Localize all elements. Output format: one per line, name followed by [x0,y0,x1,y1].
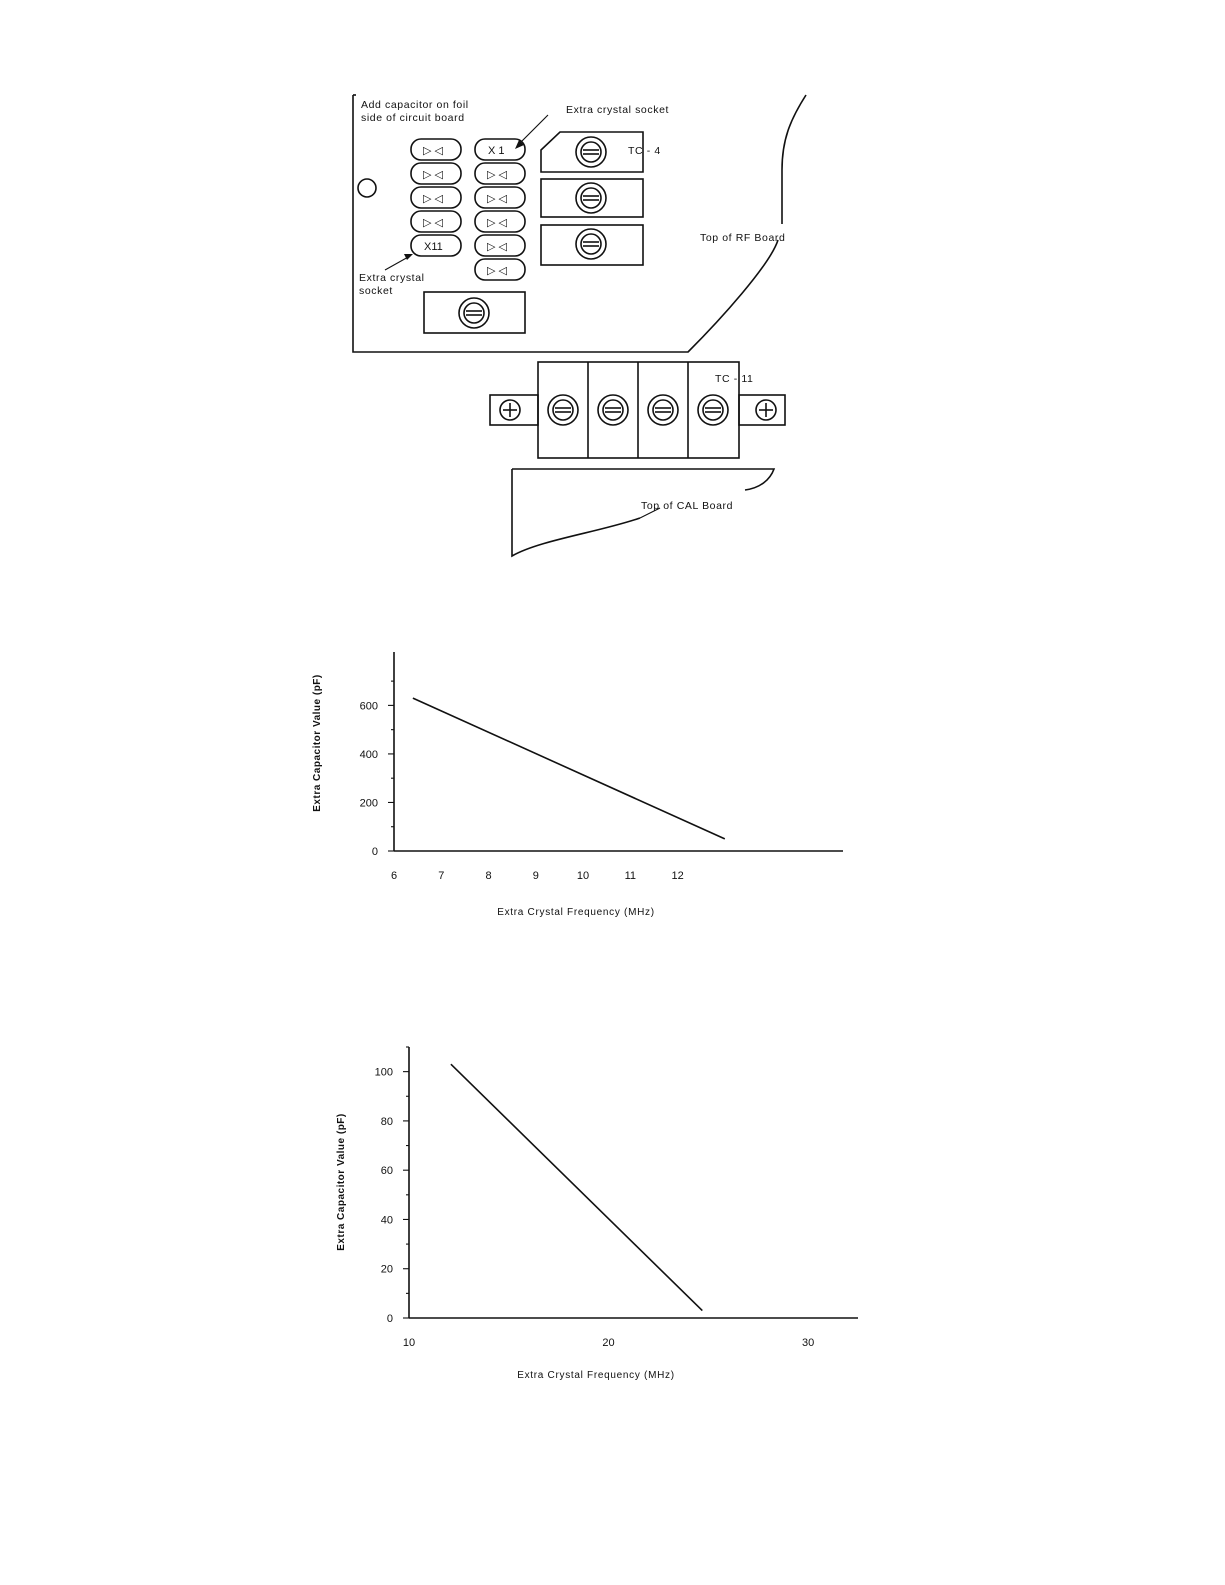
extra-crystal-socket-label-left-2: socket [359,285,393,297]
chart1-x-tick-label: 10 [576,870,590,882]
trimmer-2 [541,179,643,217]
chart2-y-axis-label: Extra Capacitor Value (pF) [336,1113,347,1251]
svg-text:▷ ◁: ▷ ◁ [423,217,443,229]
chart1-y-tick-label: 0 [371,846,378,858]
svg-text:▷ ◁: ▷ ◁ [487,193,507,205]
chart2-series-line [451,1064,702,1310]
chart2-y-tick-label: 20 [380,1263,393,1276]
chart1-x-tick-label: 12 [671,870,684,882]
cal-board-outline [512,469,774,556]
chart1-x-tick-label: 6 [390,870,398,882]
add-capacitor-note-2: side of circuit board [361,112,465,124]
board-diagram [353,95,806,556]
svg-text:▷ ◁: ▷ ◁ [487,241,507,253]
chart1-y-axis-label: Extra Capacitor Value (pF) [312,674,323,812]
svg-text:▷ ◁: ▷ ◁ [487,169,507,181]
trimmer-3 [541,225,643,265]
chart2-y-tick-label: 100 [374,1066,393,1079]
tc4-label: TC - 4 [628,145,661,157]
svg-text:▷ ◁: ▷ ◁ [487,265,507,277]
svg-text:▷ ◁: ▷ ◁ [423,193,443,205]
chart2-x-tick-label: 30 [801,1337,815,1349]
chart2-y-tick-label: 0 [386,1313,393,1325]
mounting-hole-icon [358,179,376,197]
tc11-label: TC - 11 [715,373,754,385]
svg-text:▷ ◁: ▷ ◁ [423,169,443,181]
chart2-y-tick-label: 80 [380,1115,393,1128]
arrowhead-icon [515,140,524,149]
rf-board-label: Top of RF Board [700,232,786,244]
chart2-x-tick-label: 20 [602,1337,615,1349]
trimmer-bottom [424,292,525,333]
chart2-y-tick-label: 60 [380,1165,393,1178]
x1-socket-label: X 1 [488,145,505,157]
pointer-arrow-top [518,115,548,145]
add-capacitor-note: Add capacitor on foil [361,99,469,111]
left-socket-column [411,139,461,256]
extra-crystal-socket-label-top: Extra crystal socket [566,104,670,116]
svg-text:▷ ◁: ▷ ◁ [423,145,443,157]
extra-crystal-socket-label-left: Extra crystal [359,272,425,284]
chart1-x-axis-label: Extra Crystal Frequency (MHz) [497,907,655,918]
right-socket-column [475,139,525,280]
rf-board-outline [353,95,806,352]
cal-board-label: Top of CAL Board [641,500,734,512]
x11-socket-label: X11 [424,241,443,253]
chart2-x-tick-label: 10 [402,1337,416,1349]
chart1-y-tick-label: 600 [359,700,378,713]
chart1-series-line [413,698,725,839]
svg-text:▷ ◁: ▷ ◁ [487,217,507,229]
chart2-y-tick-label: 40 [380,1214,393,1227]
chart-1 [312,652,843,918]
chart-2 [336,1047,858,1381]
tc4-trimmer [541,132,661,172]
tc11-trimmer-strip [490,362,785,458]
chart1-y-tick-label: 400 [359,748,378,761]
chart1-y-tick-label: 200 [359,797,378,810]
chart2-x-axis-label: Extra Crystal Frequency (MHz) [517,1370,675,1381]
chart1-x-tick-label: 11 [624,870,637,882]
chart1-x-tick-label: 9 [532,870,539,882]
chart1-x-tick-label: 7 [438,870,445,882]
chart1-x-tick-label: 8 [485,870,492,882]
